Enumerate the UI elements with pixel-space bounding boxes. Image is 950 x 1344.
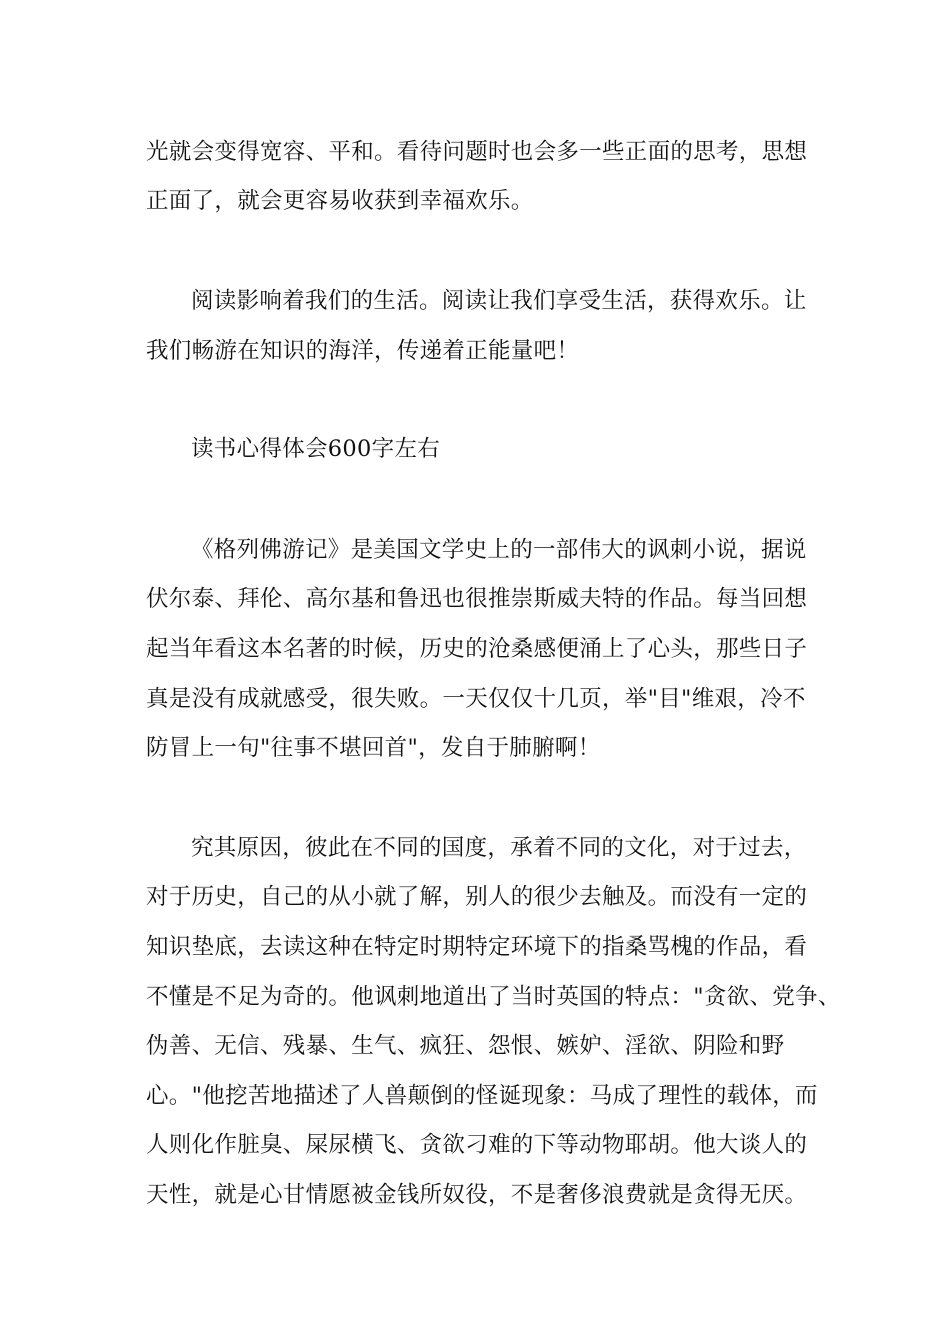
paragraph-line: 天性，就是心甘情愿被金钱所奴役，不是奢侈浪费就是贪得无厌。 [146, 1182, 808, 1208]
paragraph-line: 光就会变得宽容、平和。看待问题时也会多一些正面的思考，思想 [146, 139, 808, 165]
paragraph-line: 人则化作脏臭、屎尿横飞、贪欲刁难的下等动物耶胡。他大谈人的 [146, 1132, 808, 1158]
paragraph-line: 我们畅游在知识的海洋，传递着正能量吧！ [146, 338, 580, 364]
paragraph-line: 伏尔泰、拜伦、高尔基和鲁迅也很推崇斯威夫特的作品。每当回想 [146, 586, 808, 612]
paragraph-line: 正面了，就会更容易收获到幸福欢乐。 [146, 188, 534, 214]
paragraph-line: 真是没有成就感受，很失败。一天仅仅十几页，举"目"维艰，冷不 [146, 686, 806, 712]
paragraph-line: 起当年看这本名著的时候，历史的沧桑感便涌上了心头，那些日子 [146, 636, 808, 662]
paragraph-line: 阅读影响着我们的生活。阅读让我们享受生活，获得欢乐。让 [191, 288, 807, 314]
paragraph-line: 心。"他挖苦地描述了人兽颠倒的怪诞现象：马成了理性的载体，而 [146, 1083, 818, 1109]
paragraph-line: 防冒上一句"往事不堪回首"，发自于肺腑啊！ [146, 735, 601, 761]
paragraph-line: 《格列佛游记》是美国文学史上的一部伟大的讽刺小说，据说 [191, 537, 807, 563]
paragraph-line: 对于历史，自己的从小就了解，别人的很少去触及。而没有一定的 [146, 884, 808, 910]
paragraph-line: 知识垫底，去读这种在特定时期特定环境下的指桑骂槐的作品，看 [146, 934, 808, 960]
paragraph-line: 究其原因，彼此在不同的国度，承着不同的文化，对于过去， [191, 835, 807, 861]
paragraph-line: 伪善、无信、残暴、生气、疯狂、怨恨、嫉妒、淫欲、阴险和野 [146, 1033, 785, 1059]
paragraph-line: 不懂是不足为奇的。他讽刺地道出了当时英国的特点："贪欲、党争、 [146, 984, 841, 1010]
section-heading: 读书心得体会600字左右 [191, 436, 441, 462]
